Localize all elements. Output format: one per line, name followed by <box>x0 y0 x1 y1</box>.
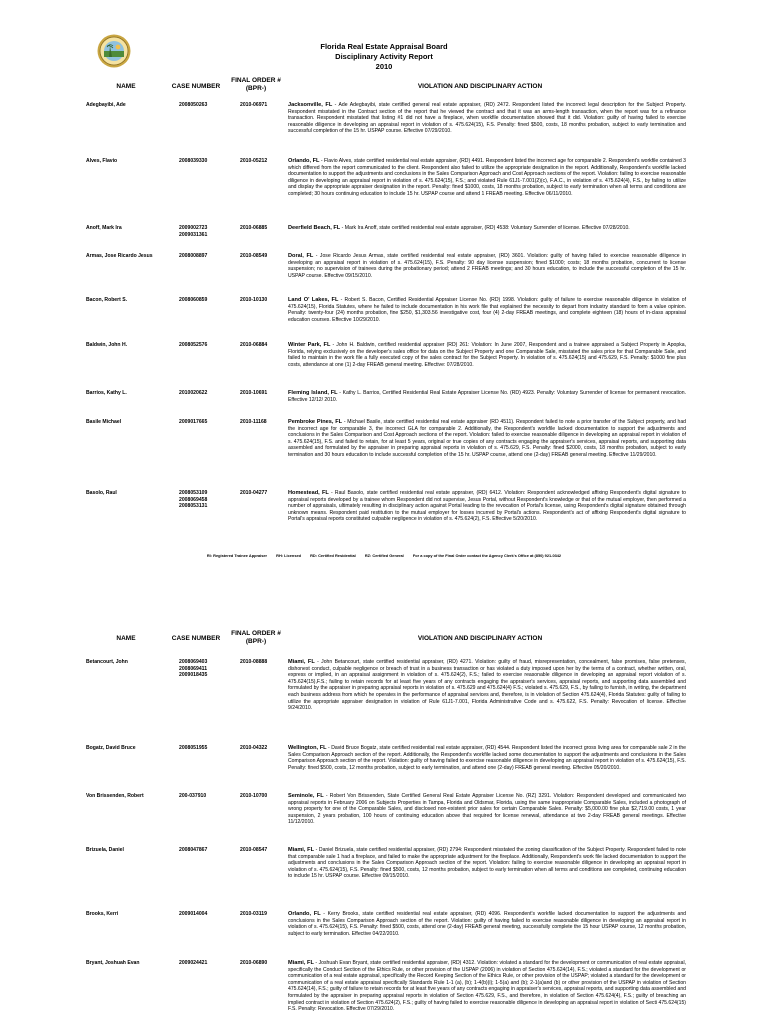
final-order-number: 2010-10700 <box>240 793 268 799</box>
respondent-location: Miami, FL <box>288 960 314 966</box>
column-header-final-order-line1: FINAL ORDER # <box>231 77 281 84</box>
case-number-value: 2008008897 <box>179 253 208 259</box>
violation-text: - John Betancourt, state certified residential appraiser, (RD) 4271. Violation: guilty of fraud, misrepresentation, concealment, false promises, false pretenses, dishonest conduct, culpable negligence or breach of trust in a business transaction or has violated a duty imposed upon her by the terms of a contract, whether written, oral, express or implied, in an appraisal assignment in violation of s. 475.624(2), F.S.; failed to exercise reasonable diligence in developing an appraisal report violation of s. 475.624(15),F.S.; failing to retain records for at least five years of any contracts engaging the appraiser's services, appraisal reports, and supporting data assembled and formulated by the appraiser in preparing appraisal reports in violation of s. 475.629 and 475.624(4) F.S.; violated s. 475.629, F.S., by failing to furnish, in writing, the department each business address from which he operates in the performance of appraisal services and, therefore, is in violation of Section 475.624(4), Florida Statutes: guilty of failing to utilize the appropriate appraiser designation in violation of Rule 61J1-7.001, Florida Administrative Code and s. 475.622, F.S. Penalty: Revocation of license. Effective 9/24/2010. <box>288 659 686 712</box>
column-header-violation: VIOLATION AND DISCIPLINARY ACTION <box>417 83 543 90</box>
case-number <box>179 793 227 800</box>
violation-description <box>288 297 686 323</box>
violation-description <box>288 102 686 135</box>
violation-text: - Daniel Brizuela, state certified residential appraiser, (RD) 2794: Respondent misstated the zoning classification of the Subject Property. Respondent failed to note that comparable sale 1 had a fireplace, and failed to make the appropriate adjustment for the fireplace. Additionally, Respondent's work file lacked documentation to support the adjustments and conclusions in the Sales Comparison Approach section of the report. Violation: failing to exercise reasonable diligence in developing an appraisal report in violation of s. 475.624(15), F.S. Penalty: fined $500, costs, 12 months probation, subject to early termination when all terms and conditions are completed, continuing education to include 15 hr. USPAP course. Effective 09/15/2010. <box>288 847 686 880</box>
column-header-case-number: CASE NUMBER <box>171 83 221 90</box>
case-number-value: 200-037910 <box>179 793 207 799</box>
violation-description <box>288 911 686 937</box>
legend-footer <box>0 553 768 558</box>
legend-contact: For a copy of the Final Order contact the Agency Clerk's Office at (850) 921-0342 <box>412 553 562 558</box>
case-number-value: 2009031361 <box>179 231 208 238</box>
violation-text: - Michael Basile, state certified residential real estate appraiser (RD 4511). Respondent failed to note a prior transfer of the Subject property, and had the incorrect age for comparable 3, the incorrect GLA for comparable 2. Additionally, the Respondent's workfile lacked documentation to support the adjustments and conclusions in the Sales Comparison and Cost Approach sections of the report. Violation: failed to exercise reasonable diligence in developing an appraisal report in violation of s. 475.624(15), F.S. and failed to retain, for at least 5 years, original or true copies of any contracts engaging the appraiser's services, appraisal reports, and supporting data assembled and formulated by the appraiser in preparing appraisal reports in violation of s. 475.629, F.S. Penalty: fined $2000, costs, 18 months probation, subject to early termination and 30 hours education to include successful completion of the 15 hr. USPAP course, attend one (2-day) FREAB general meeting. Effective 11/29/2010. <box>288 419 686 458</box>
violation-text: - Flavio Alves, state certified residential real estate appraiser, (RD) 4491. Respondent listed the incorrect age for comparable 2. Respondent's workfile contained 3 which differed from the report communicated to the client. Respondent also failed to utilize the appropriate designation in the report. Additionally, Respondent's workfile lacked documentation to support the adjustments and conclusions in the Sales Comparison Approach and Cost Approach sections of the report. Violation: failing to exercise reasonable diligence in developing an appraisal report in violation of s. 475.624(15), F.S.; and violated Rule 61J1-7.001(2)(c), F.A.C., in violation of s. 475.624(4), F.S., by failing to utilize and display the appropriate appraiser designation in the report. Penalty: fined $1000, costs, 18 months probation, subject to early termination when all terms and conditions are completed; 30 hours continuing education to include 15 hr. USPAP course and attend 1 FREAB meeting. Effective 06/11/2010. <box>288 158 686 197</box>
respondent-location: Deerfield Beach, FL <box>288 225 341 231</box>
case-number-value: 2008047867 <box>179 847 208 853</box>
violation-text: - Robert S. Bacon, Certified Residential Appraiser License No. (RD) 1998. Violation: guilty of failure to exercise reasonable diligence in violation of 475.624(15), Florida Statutes, where he failed to include documentation in his work file that explained the necessity to depart from industry standard to form a value opinion. Penalty: twenty-four (24) months probation, fine $250, $1,303.56 investigative cost, four (4) 2-day FREAB meetings, and complete eighteen (18) hours of in-class appraisal education courses. Effective 10/29/2010. <box>288 297 686 323</box>
respondent-name: Brooks, Kerri <box>86 911 119 917</box>
respondent-name: Alves, Flavio <box>86 158 118 164</box>
legend-rd: RD: Certified Residential <box>310 553 356 558</box>
legend-rh: RH: Licensed <box>276 553 302 558</box>
case-number-value: 2009002723 <box>179 225 208 231</box>
case-number <box>179 960 227 967</box>
final-order-number: 2010-06885 <box>240 225 268 231</box>
respondent-name: Adegbayibi, Ade <box>86 102 126 108</box>
case-number-value: 2008069458 <box>179 496 208 503</box>
legend-rz: RZ: Certified General <box>364 553 404 558</box>
violation-description <box>288 847 686 880</box>
respondent-name: Basile Michael <box>86 419 122 425</box>
column-header-violation: VIOLATION AND DISCIPLINARY ACTION <box>417 635 543 642</box>
case-number-value: 2009024421 <box>179 960 208 966</box>
respondent-name: Betancourt, John <box>86 659 128 665</box>
respondent-location: Wellington, FL <box>288 745 327 751</box>
violation-description <box>288 390 686 403</box>
violation-text: - John H. Baldwin, certified residential appraiser (RD) 261: Violation: In June 2007, Respondent and a trainee appraised a Subject Property in Apopka, Florida, relying exclusively on the developer's sales office for data on the Subject Property and one Comparable Sale, misstated the sales price for that Comparable Sale, and failed to maintain in the work file a fully executed copy of the sales contract for the Subject Property. In violation of s. 475.624(15) and 475.629, F.S. Penalty: $1000 fine plus costs, attendance at one (1) 2-day FREAB general meeting. Effective: 07/28/2010. <box>288 342 686 368</box>
violation-text: - Mark Ira Anoff, state certified residential real estate appraiser, (RD) 4538: Voluntary Surrender of license. Effective 07/28/2010. <box>340 225 630 231</box>
case-number-value: 2008052576 <box>179 342 208 348</box>
case-number <box>179 342 227 349</box>
respondent-name: Baldwin, John H. <box>86 342 128 348</box>
respondent-location: Jacksonville, FL <box>288 102 333 108</box>
violation-description <box>288 419 686 459</box>
respondent-location: Land O' Lakes, FL <box>288 297 339 303</box>
respondent-location: Pembroke Pines, FL <box>288 419 343 425</box>
respondent-location: Miami, FL <box>288 659 315 665</box>
case-number <box>179 225 227 238</box>
respondent-location: Doral, FL <box>288 253 314 259</box>
violation-text: - Kerry Brooks, state certified residential real estate appraiser, (RD) 4096. Respondent's workfile lacked documentation to support the adjustments and conclusions in the Sales Comparison Approach section of the report. Violation: guilty of having failed to exercise reasonable diligence in developing an appraisal report in violation of s. 475.624(15), F.S. Penalty: fined $500, costs, attend one (2-day) FREAB general meeting, successfully complete the 15 hour USPAP course, 12 months probation, subject to early termination. Effective 04/22/2010. <box>288 911 686 937</box>
document-title: Florida Real Estate Appraisal Board <box>320 42 448 51</box>
violation-text: - David Bruce Bogatz, state certified residential real estate appraiser, (RD) 4544. Respondent listed the incorrect gross living area for comparable sale 2 in the Sales Comparison Approach section of the report. Additionally, the Respondent's workfile lacked some documentation to support the adjustments and conclusions in the Sales Comparison Approach section of the report. Violation: guilty of having failed to exercise reasonable diligence in developing an appraisal report in violation of s. 475.624(15), F.S. Penalty: fined $500, costs, 12 months probation, subject to early termination, and attend one (2-day) FREAB general meeting. Effective 05/20/2010. <box>288 745 686 771</box>
column-header-name: NAME <box>116 83 136 90</box>
respondent-name: Barrios, Kathy L. <box>86 390 127 396</box>
case-number-value: 2008069411 <box>179 665 208 672</box>
respondent-name: Bryant, Joshuah Evan <box>86 960 140 966</box>
violation-text: - Joshuah Evan Bryant, state certified residential appraiser, (RD) 4312. Violation: violated a standard for the development or communication of real estate appraisal, specifically the Conduct Section of the Ethics Rule, or other provision of the USPAP (2006) in violation of Section 475.624(14), F.S.; violated a standard for the development or communication of a real estate appraisal, specifically the Record Keeping Section of the Ethics Rule, or other provision of the USPAP; violated a standard for the development or communication of a real estate appraisal specifically Standards Rule 1-1 (a), (b); 1-4(b)(i); 1-5(a) and (b); 2-1(a)and (b) or other provision of the USPAP in violation of Section 475.624(14), F.S.; guilty of failure to retain records for at least five years of any contracts engaging in appraiser's services, appraisal reports, and supporting data assembled and formulated by the appraiser in preparing appraisal reports in violation of Section 475.629, F.S., and therefore, in violation of Section 475.624(4), F.S.; guilty of breaching an implied contract in violation of Section 475.624(2), F.S.; guilty of having failed to exercise reasonable diligence in developing an appraisal report in violation of Secti 475.624(15) F.S. Penalty: Revocation. Effective 07/29/2010. <box>288 960 687 1013</box>
final-order-number: 2010-06884 <box>240 342 268 348</box>
final-order-number: 2010-08888 <box>240 659 268 665</box>
column-header-final-order-line2: (BPR-) <box>245 85 267 92</box>
violation-text: - Raul Basolo, state certified residential real estate appraiser, (RD) 6412. Violation: Respondent acknowledged affixing Respondent's digital signature to appraisal reports developed by a trainee whom Respondent did not supervise, Jesus Portal, without Respondent's knowledge or that of the mutual employer, then performed a number of appraisals, ultimately resulting in disciplinary action against Portal leading to the revocation of Portal's license, using Respondent's digital signature obtained through unknown means. Respondent paid restitution to the mutual employer for losses incurred by Portal's actions. Respondent's act of affixing Respondent's digital signature to Portal's appraisal reports constituted culpable negligence in violation of s. 475.624(2), F.S. Effective 5/20/2010. <box>288 490 686 523</box>
case-number <box>179 659 227 679</box>
column-header-final-order <box>228 630 284 646</box>
respondent-name: Anoff, Mark Ira <box>86 225 122 231</box>
respondent-name: Von Brissenden, Robert <box>86 793 144 799</box>
violation-text: - Ade Adegbayibi, state certified general real estate appraiser, (RD) 2472. Respondent listed the incorrect legal description for the Subject Property. Respondent misstated in the Contract section of the report that he viewed the contract and that it was an arms-length transaction, when the report was for a refinance transaction. Respondent misstated that listing #1 did not have a fireplace, when workfile documentation showed that it did. Violation: guilty of having failed to exercise reasonable diligence in developing an appraisal report in violation of s. 475.624(15), F.S. Penalty: fined $500, costs, 18 months probation, subject to early termination and successful completion of the 15 hr. USPAP course. Effective 07/29/2010. <box>288 102 686 135</box>
case-number <box>179 158 227 165</box>
violation-description <box>288 158 686 198</box>
case-number <box>179 419 227 426</box>
case-number <box>179 102 227 109</box>
case-number <box>179 911 227 918</box>
document-header <box>0 42 768 72</box>
respondent-name: Basolo, Raul <box>86 490 117 496</box>
final-order-number: 2010-10691 <box>240 390 268 396</box>
column-header-name: NAME <box>116 635 136 642</box>
case-number-value: 2009017665 <box>179 419 208 425</box>
case-number-value: 2008069403 <box>179 659 208 665</box>
column-header-final-order-line1: FINAL ORDER # <box>231 630 281 637</box>
legend-ri: RI: Registered Trainee Appraiser <box>206 553 268 558</box>
respondent-location: Fleming Island, FL <box>288 390 338 396</box>
case-number <box>179 745 227 752</box>
violation-description <box>288 960 686 1013</box>
violation-text: - Kathy L. Barrios, Certified Residential Real Estate Appraiser License No. (RD) 4923. Penalty: Voluntary Surrender of license for permanent revocation. Effective 12/12/ 2010. <box>288 390 686 403</box>
case-number <box>179 390 227 397</box>
respondent-location: Miami, FL <box>288 847 314 853</box>
respondent-name: Armas, Jose Ricardo Jesus <box>86 253 153 259</box>
case-number-value: 2008053109 <box>179 490 208 496</box>
case-number-value: 2008051955 <box>179 745 208 751</box>
case-number <box>179 490 227 510</box>
case-number-value: 2008039330 <box>179 158 208 164</box>
final-order-number: 2010-10130 <box>240 297 268 303</box>
case-number <box>179 253 227 260</box>
document-subtitle: Disciplinary Activity Report <box>335 52 433 61</box>
final-order-number: 2010-08547 <box>240 847 268 853</box>
column-header-final-order <box>228 77 284 93</box>
respondent-location: Orlando, FL <box>288 911 321 917</box>
final-order-number: 2010-04322 <box>240 745 268 751</box>
violation-description <box>288 342 686 368</box>
violation-description <box>288 253 686 279</box>
violation-description <box>288 490 686 523</box>
respondent-location: Homestead, FL <box>288 490 329 496</box>
violation-text: - Jose Ricardo Jesus Armas, state certified residential real estate appraiser, (RD) 3601. Violation: guilty of having failed to exercise reasonable diligence in developing an appraisal report in violation of s. 475.624(15), F.S. Penalty: 90 day license suspension; fined $1000; costs; 18 months probation, concurrent to license suspension; no supervision of trainees during the probationary period; attend 2 FREAB meetings; and 30 hours education, to include the successful completion of the 15 hr. USPAP course. Effective 09/15/2010. <box>288 253 686 279</box>
column-header-final-order-line2: (BPR-) <box>245 638 267 645</box>
final-order-number: 2010-11168 <box>240 419 267 425</box>
final-order-number: 2010-08549 <box>240 253 268 259</box>
violation-description <box>288 745 686 771</box>
violation-description <box>288 659 686 712</box>
case-number-value: 2009014004 <box>179 911 208 917</box>
case-number-value: 2008050263 <box>179 102 208 108</box>
case-number-value: 2008060859 <box>179 297 208 303</box>
final-order-number: 2010-03119 <box>240 911 267 917</box>
final-order-number: 2010-06890 <box>240 960 268 966</box>
column-header-case-number: CASE NUMBER <box>171 635 221 642</box>
violation-description <box>288 225 686 232</box>
final-order-number: 2010-04277 <box>240 490 268 496</box>
final-order-number: 2010-06971 <box>240 102 268 108</box>
case-number <box>179 847 227 854</box>
violation-description <box>288 793 686 826</box>
respondent-location: Seminole, FL <box>288 793 324 799</box>
respondent-location: Winter Park, FL <box>288 342 331 348</box>
case-number-value: 2010020622 <box>179 390 208 396</box>
case-number <box>179 297 227 304</box>
final-order-number: 2010-05212 <box>240 158 268 164</box>
case-number-value: 2009018435 <box>179 672 208 679</box>
respondent-name: Bacon, Robert S. <box>86 297 128 303</box>
document-year: 2010 <box>375 62 393 71</box>
violation-text: - Robert Von Brissenden, State Certified General Real Estate Appraiser License No. (RZ) 3291. Violation: Respondent developed and communicated two appraisal reports in February 2006 on Subjects Properties in Tampa, Florida and Oldsmar, Florida, using the same inappropriate Comparable Sales, included a photograph of wrong property for one of the Comparable Sales, and disclosed non-existent prior sales for certain Comparable Sales. Penalty: $5,000.00 fine plus $2,719.00 costs, 1 year suspension, 2 years probation, 100 hours of continuing education above that required for license renewal, attendance at two 2-day FREAB general meetings. Effective 11/12/2010. <box>288 793 686 826</box>
respondent-name: Bogatz, David Bruce <box>86 745 136 751</box>
respondent-location: Orlando, FL <box>288 158 320 164</box>
case-number-value: 2008053131 <box>179 503 208 510</box>
respondent-name: Brizuela, Daniel <box>86 847 124 853</box>
